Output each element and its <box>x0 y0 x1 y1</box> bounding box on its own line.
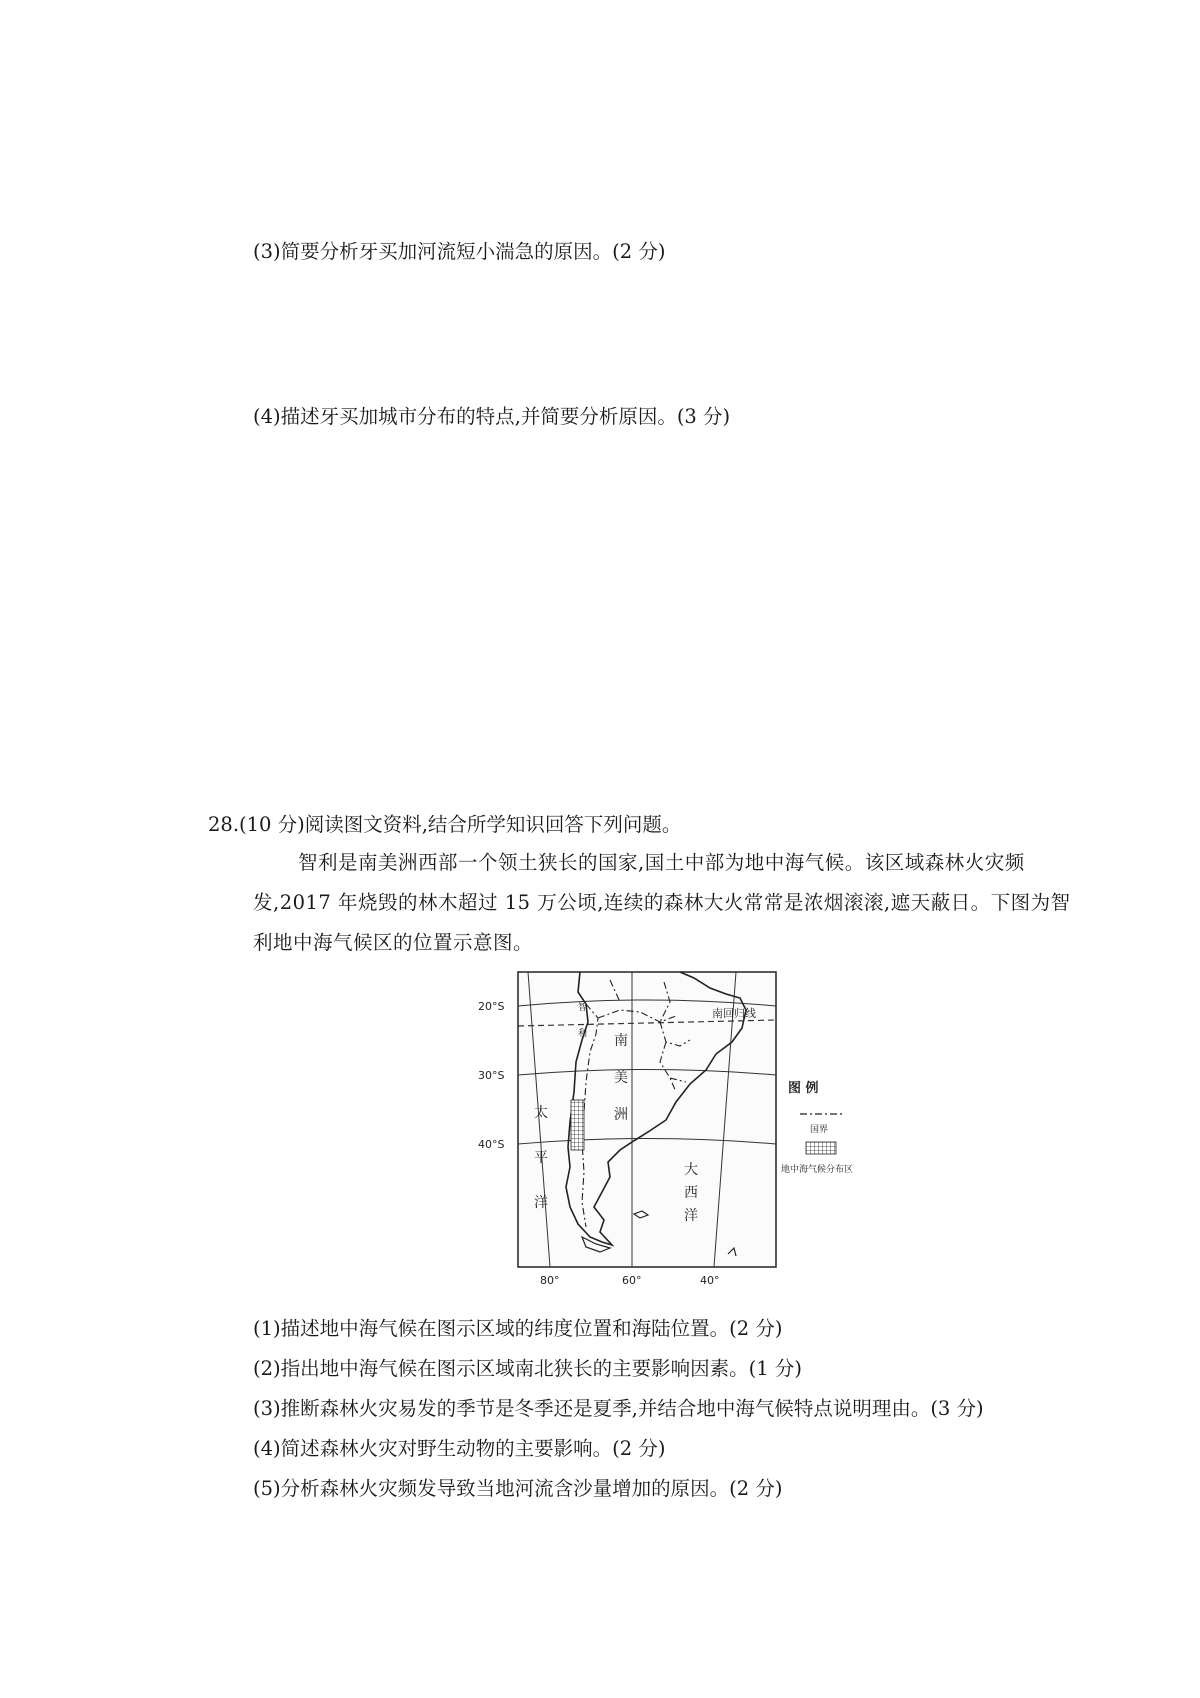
question-28-material: 智利是南美洲西部一个领土狭长的国家,国土中部为地中海气候。该区域森林火灾频发,2017 年烧毁的林木超过 15 万公顷,连续的森林大火常常是浓烟滚滚,遮天蔽日。下图为智利地中海气候区的位置示意图。 <box>253 851 1071 954</box>
question-4-text: (4)描述牙买加城市分布的特点,并简要分析原因。(3 分) <box>253 405 731 428</box>
sub-question-5: (5)分析森林火灾频发导致当地河流含沙量增加的原因。(2 分) <box>253 1477 783 1500</box>
continent-label-2: 美 <box>614 1070 628 1086</box>
lat-label-20s: 20°S <box>478 1000 505 1013</box>
pacific-label-3: 洋 <box>534 1195 548 1211</box>
mediterranean-climate-zone <box>571 1100 584 1150</box>
lat-label-40s: 40°S <box>478 1138 505 1151</box>
lat-label-30s: 30°S <box>478 1069 505 1082</box>
legend-border-label: 国界 <box>810 1125 829 1135</box>
sub-question-1: (1)描述地中海气候在图示区域的纬度位置和海陆位置。(2 分) <box>253 1317 783 1340</box>
atlantic-label-3: 洋 <box>684 1208 698 1224</box>
sub-question-2: (2)指出地中海气候在图示区域南北狭长的主要影响因素。(1 分) <box>253 1357 802 1380</box>
atlantic-label-1: 大 <box>684 1162 698 1178</box>
sub-question-3: (3)推断森林火灾易发的季节是冬季还是夏季,并结合地中海气候特点说明理由。(3 分) <box>253 1397 984 1420</box>
continent-label-3: 洲 <box>614 1107 628 1123</box>
lon-label-80: 80° <box>540 1274 560 1287</box>
legend-title: 图 例 <box>788 1081 819 1096</box>
question-28-header: 28.(10 分)阅读图文资料,结合所学知识回答下列问题。 <box>208 813 682 836</box>
legend-climate-symbol <box>806 1142 836 1154</box>
chile-label-2: 利 <box>578 1029 588 1039</box>
continent-label-1: 南 <box>614 1033 628 1049</box>
sub-question-4: (4)简述森林火灾对野生动物的主要影响。(2 分) <box>253 1437 666 1460</box>
lon-label-40: 40° <box>700 1274 720 1287</box>
tropic-label: 南回归线 <box>712 1007 756 1020</box>
legend-climate-label: 地中海气候分布区 <box>781 1165 854 1175</box>
chile-label-1: 智 <box>578 1003 588 1013</box>
lon-label-60: 60° <box>622 1274 642 1287</box>
pacific-label-1: 太 <box>534 1105 548 1121</box>
chile-mediterranean-climate-map <box>470 962 880 1302</box>
atlantic-label-2: 西 <box>684 1185 698 1201</box>
pacific-label-2: 平 <box>534 1150 548 1166</box>
question-3-text: (3)简要分析牙买加河流短小湍急的原因。(2 分) <box>253 240 666 263</box>
